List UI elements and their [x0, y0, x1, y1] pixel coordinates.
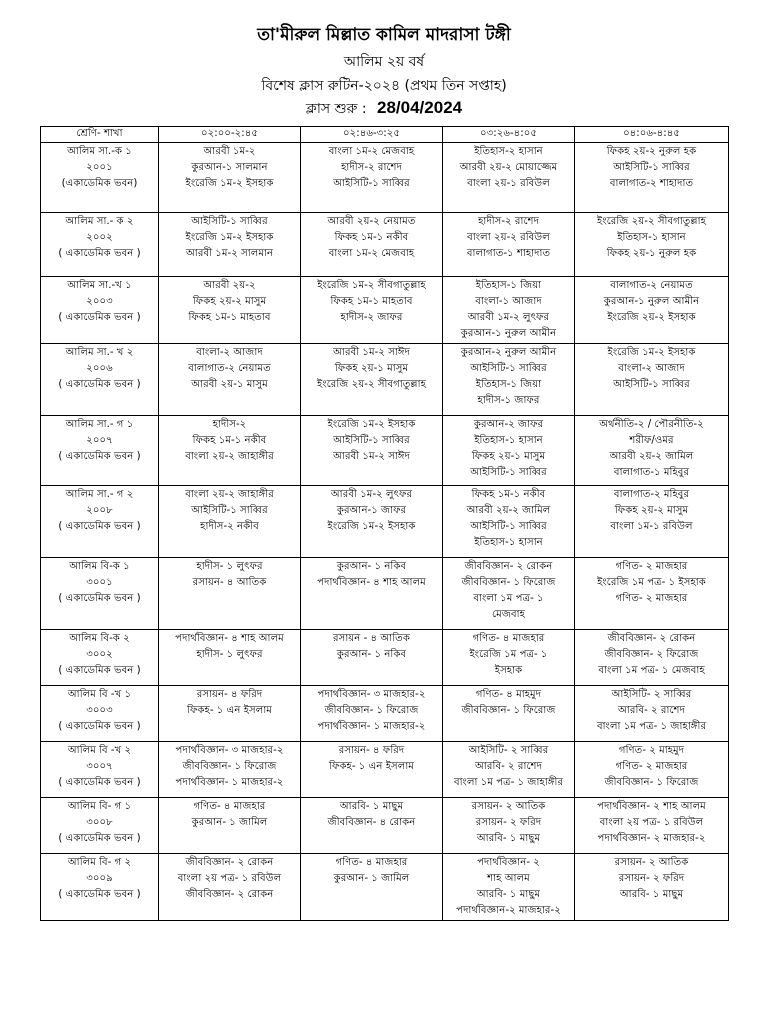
period-2-cell: [301, 277, 443, 344]
period-2-cell: [301, 416, 443, 486]
cell-line: ফিকহ ২য়-১ নুরুল হক: [606, 248, 697, 259]
cell-line: আরবী ২য়-২: [203, 280, 256, 291]
header-class-section: শ্রেণি- শাখা: [41, 127, 159, 143]
table-row: [41, 686, 729, 742]
start-line: [0, 97, 768, 121]
header-period-4: ০৪:০৬-৪:৪৫: [575, 127, 729, 143]
class-section-cell: [41, 854, 159, 921]
cell-line: আরবী ১ম-২: [203, 146, 256, 157]
cell-line: শাহ আলম: [487, 873, 530, 884]
cell-line: আরবী ২য়-২ জামিল: [609, 451, 694, 462]
cell-line: ( একাডেমিক ভবন ): [58, 721, 141, 732]
period-1-cell: [159, 686, 301, 742]
period-3-cell: [443, 854, 575, 921]
cell-line: রসায়ন- ২ ফরিদ: [618, 873, 685, 884]
cell-line: আলিম সা.- খ ২: [65, 347, 134, 358]
table-row: [41, 213, 729, 277]
cell-line: ইতিহাস-১ জিয়া: [475, 280, 542, 291]
cell-line: আইসিটি- ২ সাব্বির: [468, 745, 549, 756]
cell-line: পদার্থবিজ্ঞান- ২ শাহ আলম: [597, 801, 706, 812]
cell-line: বাংলা ১ম পত্র- ১ জাহাঙ্গীর: [453, 777, 564, 788]
cell-line: শরীফ/ওমর: [629, 435, 674, 446]
cell-line: ২০০৬: [86, 363, 113, 374]
cell-line: ইতিহাস-১ হাসান: [617, 232, 686, 243]
cell-line: রসায়ন- ২ আতিক: [614, 857, 689, 868]
table-row: [41, 558, 729, 630]
period-3-cell: [443, 558, 575, 630]
class-section-cell: [41, 798, 159, 854]
cell-line: বাংলা ১ম-২ মেজবাহ: [328, 248, 415, 259]
cell-line: ফিকহ ১ম-১ নকীব: [334, 232, 409, 243]
cell-line: ফিকহ ১ম-১ মাহতাব: [188, 312, 271, 323]
cell-line: বাংলা ২য়-১ রবিউল: [467, 178, 550, 189]
cell-line: আইসিটি-১ সাব্বির: [333, 178, 410, 189]
table-row: [41, 854, 729, 921]
cell-line: জীববিজ্ঞান- ১ ফিরোজ: [182, 761, 277, 772]
table-row: [41, 742, 729, 798]
cell-line: জীববিজ্ঞান- ২ রোকন: [464, 561, 553, 572]
table-row: [41, 143, 729, 213]
class-section-cell: [41, 742, 159, 798]
cell-line: ইসহাক: [494, 665, 523, 676]
class-section-cell: [41, 416, 159, 486]
cell-line: আইসিটি-১ সাব্বির: [333, 435, 410, 446]
cell-line: গণিত- ২ মাহমুদ: [618, 745, 685, 756]
cell-line: আলিম সা.- গ ১: [65, 419, 134, 430]
cell-line: ইংরেজি ১ম-২ ইসহাক: [185, 232, 274, 243]
cell-line: ফিকহ ২য়-২ নুরুল হক: [606, 146, 697, 157]
table-row: [41, 416, 729, 486]
period-1-cell: [159, 558, 301, 630]
cell-line: আরবী ১ম-২ সাঈদ: [333, 451, 410, 462]
cell-line: ইংরেজি ২য়-২ সীবগাতুল্লাহ: [597, 216, 706, 227]
cell-line: বাংলা ২য় পত্র- ১ রবিউল: [177, 873, 282, 884]
period-1-cell: [159, 798, 301, 854]
header-period-1: ০২:০০-২:৪৫: [159, 127, 301, 143]
cell-line: জীববিজ্ঞান- ২ রোকন: [185, 857, 274, 868]
period-3-cell: [443, 798, 575, 854]
cell-line: আরবী ২য়-২ নেয়ামত: [327, 216, 416, 227]
cell-line: ( একাডেমিক ভবন ): [58, 833, 141, 844]
cell-line: আলিম বি- গ ২: [67, 857, 132, 868]
cell-line: বাংলা ২য় পত্র- ১ রবিউল: [599, 817, 704, 828]
table-row: [41, 486, 729, 558]
period-3-cell: [443, 277, 575, 344]
period-3-cell: [443, 213, 575, 277]
cell-line: ( একাডেমিক ভবন ): [58, 521, 141, 532]
period-2-cell: [301, 630, 443, 686]
cell-line: ( একাডেমিক ভবন ): [58, 777, 141, 788]
period-2-cell: [301, 486, 443, 558]
period-1-cell: [159, 486, 301, 558]
period-1-cell: [159, 416, 301, 486]
cell-line: ইংরেজি ২য়-২ সীবগাতুল্লাহ: [317, 379, 426, 390]
cell-line: ২০০৭: [86, 435, 113, 446]
cell-line: ৩০০৮: [86, 817, 113, 828]
cell-line: ফিকহ ১ম-১ নকীব: [192, 435, 267, 446]
class-section-cell: [41, 213, 159, 277]
cell-line: ইংরেজি ১ম-২ ইসহাক: [327, 419, 416, 430]
cell-line: গণিত- ৪ মাজহার: [335, 857, 408, 868]
cell-line: ইংরেজি ১ম পত্র- ১ ইসহাক: [597, 577, 706, 588]
period-3-cell: [443, 416, 575, 486]
cell-line: জীববিজ্ঞান- ২ ফিরোজ: [604, 649, 699, 660]
cell-line: বাংলা ১ম-১ রবিউল: [610, 521, 693, 532]
cell-line: বাংলা ২য়-২ জাহাঙ্গীর: [185, 451, 274, 462]
cell-line: আইসিটি-১ সাব্বির: [470, 363, 547, 374]
cell-line: জীববিজ্ঞান- ৪ রোকন: [327, 817, 416, 828]
cell-line: রসায়ন- ২ ফরিদ: [475, 817, 542, 828]
cell-line: বাংলা ১ম পত্র- ১ মেজবাহ: [598, 665, 705, 676]
cell-line: ২০০৩: [86, 296, 113, 307]
cell-line: আলিম সা.- গ ২: [65, 489, 134, 500]
cell-line: হাদীস-২ রাশেদ: [478, 216, 539, 227]
cell-line: বালাগাত-১ শাহাদাত: [466, 248, 551, 259]
cell-line: হাদীস- ১ লুৎফর: [196, 649, 263, 660]
cell-line: হাদীস-২ নকীব: [200, 521, 259, 532]
cell-line: ( একাডেমিক ভবন ): [58, 379, 141, 390]
cell-line: আইসিটি-১ সাব্বির: [470, 467, 547, 478]
cell-line: ফিকহ ১ম-১ নকীব: [471, 489, 546, 500]
header-period-2: ০২:৪৬-৩:২৫: [301, 127, 443, 143]
cell-line: ৩০০২: [86, 649, 113, 660]
routine-table: [40, 126, 729, 921]
cell-line: আরবী ১ম-২ লুৎফর: [330, 489, 413, 500]
period-1-cell: [159, 277, 301, 344]
cell-line: ৩০০৭: [86, 761, 113, 772]
cell-line: পদার্থবিজ্ঞান- ৪ শাহ আলম: [317, 577, 426, 588]
period-3-cell: [443, 686, 575, 742]
cell-line: বালাগাত-২ মহিবুর: [613, 489, 690, 500]
cell-line: রসায়ন- ৪ ফরিদ: [196, 689, 263, 700]
period-2-cell: [301, 686, 443, 742]
cell-line: ইংরেজি ১ম পত্র- ১: [469, 649, 548, 660]
cell-line: বাংলা ১ম পত্র- ১: [473, 593, 544, 604]
cell-line: আইসিটি-১ সাব্বির: [191, 505, 268, 516]
cell-line: রসায়ন- ২ আতিক: [471, 801, 546, 812]
cell-line: আরবি- ২ রাশেদ: [618, 705, 685, 716]
cell-line: বাংলা ১ম পত্র- ১ জাহাঙ্গীর: [596, 721, 707, 732]
cell-line: ফিকহ- ১ এন ইসলাম: [187, 705, 272, 716]
cell-line: আরবী ১ম-২ সাঈদ: [333, 347, 410, 358]
cell-line: আরবী ২য়-১ মাসুম: [191, 379, 268, 390]
cell-line: পদার্থবিজ্ঞান- ২: [477, 857, 540, 868]
period-1-cell: [159, 742, 301, 798]
cell-line: রসায়ন- ৪ আতিক: [192, 577, 267, 588]
period-1-cell: [159, 854, 301, 921]
cell-line: হাদীস-১ জাফর: [477, 395, 540, 406]
cell-line: পদার্থবিজ্ঞান- ২ মাজহার-২: [597, 833, 706, 844]
cell-line: আলিম সা.-খ ১: [67, 280, 132, 291]
table-row: [41, 798, 729, 854]
cell-line: কুরআন- ১ জামিল: [333, 873, 410, 884]
cell-line: ফিকহ ২য়-১ মাসুম: [334, 363, 409, 374]
cell-line: ( একাডেমিক ভবন ): [58, 451, 141, 462]
cell-line: ফিকহ ১ম-১ মাহতাব: [330, 296, 413, 307]
start-date: 28/04/2024: [377, 98, 463, 117]
table-row: [41, 277, 729, 344]
cell-line: ফিকহ ২য়-১ মাসুম: [471, 451, 546, 462]
period-3-cell: [443, 630, 575, 686]
table-header-row: [41, 127, 729, 143]
cell-line: আলিম সা.-ক ১: [67, 146, 132, 157]
cell-line: পদার্থবিজ্ঞান- ১ মাজহার-২: [317, 721, 426, 732]
routine-title: বিশেষ ক্লাস রুটিন-২০২৪ (প্রথম তিন সপ্তাহ): [261, 78, 507, 94]
table-body: [41, 143, 729, 921]
cell-line: আরবী ২য়-২ জামিল: [466, 505, 551, 516]
period-4-cell: [575, 277, 729, 344]
table-row: [41, 344, 729, 416]
cell-line: ( একাডেমিক ভবন ): [58, 593, 141, 604]
cell-line: হাদীস-২ রাশেদ: [341, 162, 402, 173]
cell-line: ( একাডেমিক ভবন ): [58, 312, 141, 323]
cell-line: কুরআন- ১ নকিব: [336, 561, 407, 572]
cell-line: হাদীস-২ জাফর: [340, 312, 403, 323]
cell-line: ৩০০১: [86, 577, 113, 588]
cell-line: ৩০০৩: [86, 705, 113, 716]
cell-line: বালাগাত-১ মহিবুর: [613, 467, 690, 478]
cell-line: আইসিটি-১ সাব্বির: [613, 162, 690, 173]
cell-line: বাংলা-২ আজাদ: [618, 363, 685, 374]
cell-line: ফিকহ- ১ এন ইসলাম: [329, 761, 414, 772]
period-4-cell: [575, 143, 729, 213]
cell-line: কুরআন-১ জাফর: [336, 505, 407, 516]
cell-line: কুরআন- ১ নকিব: [336, 649, 407, 660]
cell-line: কুরআন-১ নুরুল আমীন: [603, 296, 700, 307]
cell-line: গণিত- ২ মাজহার: [615, 561, 688, 572]
cell-line: আলিম বি-ক ২: [69, 633, 130, 644]
cell-line: পদার্থবিজ্ঞান- ১ মাজহার-২: [175, 777, 284, 788]
period-3-cell: [443, 344, 575, 416]
cell-line: বাংলা ২য়-২ রবিউল: [467, 232, 550, 243]
cell-line: (একাডেমিক ভবন): [61, 178, 138, 189]
cell-line: আইসিটি-১ সাব্বির: [470, 521, 547, 532]
class-year: আলিম ২য় বর্ষ: [343, 54, 425, 70]
cell-line: ৩০০৯: [86, 873, 113, 884]
cell-line: আইসিটি-১ সাব্বির: [613, 379, 690, 390]
cell-line: ইতিহাস-১ হাসান: [474, 435, 543, 446]
cell-line: আরবি- ১ মাছুম: [339, 801, 404, 812]
cell-line: ২০০১: [86, 162, 113, 173]
cell-line: গণিত- ৪ মাহমুদ: [475, 689, 542, 700]
start-label: ক্লাস শুরু :: [305, 101, 367, 117]
cell-line: ইংরেজি ২য়-২ ইসহাক: [607, 312, 696, 323]
cell-line: আরবি- ১ মাছুম: [476, 833, 541, 844]
cell-line: আলিম বি -খ ১: [67, 689, 132, 700]
period-1-cell: [159, 213, 301, 277]
period-3-cell: [443, 486, 575, 558]
cell-line: হাদীস-২: [212, 419, 247, 430]
cell-line: গণিত- ২ মাজহার: [615, 761, 688, 772]
header-period-3: ০৩:২৬-৪:০৫: [443, 127, 575, 143]
cell-line: ( একাডেমিক ভবন ): [58, 889, 141, 900]
table-row: [41, 630, 729, 686]
cell-line: গণিত- ৪ মাজহার: [193, 801, 266, 812]
period-1-cell: [159, 630, 301, 686]
cell-line: বাংলা ১ম-২ মেজবাহ: [328, 146, 415, 157]
cell-line: আরবী ১ম-২ লুৎফর: [467, 312, 550, 323]
cell-line: পদার্থবিজ্ঞান- ৩ মাজহার-২: [317, 689, 426, 700]
period-4-cell: [575, 344, 729, 416]
period-3-cell: [443, 143, 575, 213]
institution-title: তা'মীরুল মিল্লাত কামিল মাদরাসা টঙ্গী: [257, 25, 511, 45]
cell-line: কুরআন-১ সালমান: [191, 162, 268, 173]
cell-line: আলিম বি- গ ১: [67, 801, 132, 812]
period-1-cell: [159, 143, 301, 213]
cell-line: ( একাডেমিক ভবন ): [58, 665, 141, 676]
cell-line: ইতিহাস-১ হাসান: [474, 537, 543, 548]
cell-line: বালাগাত-২ নেয়ামত: [188, 363, 271, 374]
class-section-cell: [41, 558, 159, 630]
cell-line: জীববিজ্ঞান- ২ রোকন: [185, 889, 274, 900]
period-2-cell: [301, 143, 443, 213]
cell-line: ২০০২: [86, 232, 113, 243]
period-4-cell: [575, 798, 729, 854]
period-4-cell: [575, 213, 729, 277]
cell-line: আরবি- ২ রাশেদ: [475, 761, 542, 772]
cell-line: ইংরেজি ১ম-২ সীবগাতুল্লাহ: [317, 280, 426, 291]
cell-line: আলিম বি -খ ২: [67, 745, 132, 756]
cell-line: ইংরেজি ১ম-২ ইসহাক: [185, 178, 274, 189]
cell-line: জীববিজ্ঞান- ১ ফিরোজ: [461, 705, 556, 716]
class-section-cell: [41, 630, 159, 686]
cell-line: আরবি- ১ মাছুম: [476, 889, 541, 900]
cell-line: ফিকহ ২য়-২ মাসুম: [192, 296, 267, 307]
cell-line: আইসিটি- ২ সাব্বির: [611, 689, 692, 700]
cell-line: বালাগাত-২ শাহাদাত: [609, 178, 694, 189]
cell-line: ইতিহাস-২ হাসান: [474, 146, 543, 157]
cell-line: বাংলা-১ আজাদ: [475, 296, 542, 307]
cell-line: কুরআন-২ জাফর: [473, 419, 544, 430]
period-4-cell: [575, 686, 729, 742]
period-4-cell: [575, 854, 729, 921]
cell-line: কুরআন- ১ জামিল: [191, 817, 268, 828]
period-2-cell: [301, 344, 443, 416]
cell-line: আইসিটি-১ সাব্বির: [191, 216, 268, 227]
class-section-cell: [41, 344, 159, 416]
cell-line: পদার্থবিজ্ঞান- ৪ শাহ আলম: [175, 633, 284, 644]
cell-line: রসায়ন - ৪ আতিক: [333, 633, 410, 644]
cell-line: অর্থনীতি-২ / পৌরনীতি-২: [599, 419, 704, 430]
cell-line: বাংলা ২য়-২ জাহাঙ্গীর: [185, 489, 274, 500]
cell-line: মেজবাহ: [492, 609, 525, 620]
cell-line: আরবি- ১ মাছুম: [619, 889, 684, 900]
cell-line: আলিম বি-ক ১: [69, 561, 130, 572]
cell-line: জীববিজ্ঞান- ১ ফিরোজ: [461, 577, 556, 588]
class-section-cell: [41, 143, 159, 213]
period-4-cell: [575, 742, 729, 798]
cell-line: ইংরেজি ১ম-২ ইসহাক: [327, 521, 416, 532]
cell-line: আরবী ২য়-২ মোয়াজ্জেম: [459, 162, 558, 173]
class-section-cell: [41, 277, 159, 344]
period-4-cell: [575, 630, 729, 686]
cell-line: জীববিজ্ঞান- ১ ফিরোজ: [324, 705, 419, 716]
cell-line: পদার্থবিজ্ঞান-২ মাজহার-২: [456, 905, 561, 916]
period-4-cell: [575, 486, 729, 558]
cell-line: ( একাডেমিক ভবন ): [58, 248, 141, 259]
cell-line: বাংলা-২ আজাদ: [196, 347, 263, 358]
period-2-cell: [301, 213, 443, 277]
cell-line: বালাগাত-২ নেয়ামত: [610, 280, 693, 291]
period-2-cell: [301, 742, 443, 798]
class-section-cell: [41, 686, 159, 742]
cell-line: আরবী ১ম-২ সালমান: [185, 248, 274, 259]
period-2-cell: [301, 854, 443, 921]
cell-line: কুরআন-১ নুরুল আমীন: [460, 328, 557, 339]
period-2-cell: [301, 798, 443, 854]
cell-line: আলিম সা.- ক ২: [65, 216, 134, 227]
cell-line: গণিত- ২ মাজহার: [615, 593, 688, 604]
cell-line: ইংরেজি ১ম-২ ইসহাক: [607, 347, 696, 358]
cell-line: পদার্থবিজ্ঞান- ৩ মাজহার-২: [175, 745, 284, 756]
cell-line: কুরআন-২ নুরুল আমীন: [460, 347, 557, 358]
cell-line: গণিত- ৪ মাজহার: [472, 633, 545, 644]
cell-line: ফিকহ ২য়-২ মাসুম: [614, 505, 689, 516]
cell-line: জীববিজ্ঞান- ১ ফিরোজ: [604, 777, 699, 788]
cell-line: ইতিহাস-১ জিয়া: [475, 379, 542, 390]
class-section-cell: [41, 486, 159, 558]
cell-line: ২০০৮: [86, 505, 113, 516]
cell-line: রসায়ন- ৪ ফরিদ: [338, 745, 405, 756]
period-3-cell: [443, 742, 575, 798]
period-4-cell: [575, 416, 729, 486]
period-4-cell: [575, 558, 729, 630]
period-2-cell: [301, 558, 443, 630]
cell-line: জীববিজ্ঞান- ২ রোকন: [607, 633, 696, 644]
period-1-cell: [159, 344, 301, 416]
cell-line: হাদীস- ১ লুৎফর: [196, 561, 263, 572]
